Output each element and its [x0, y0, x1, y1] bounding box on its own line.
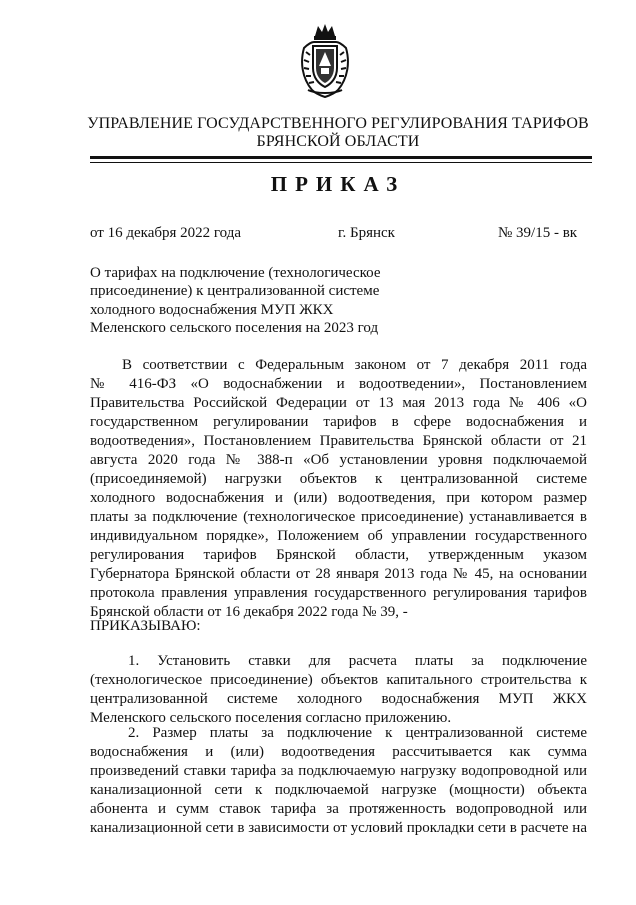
paragraph-line: платы за подключение (технологическое присоединение) устанавливается в: [90, 509, 587, 525]
header-divider-thick: [90, 156, 592, 159]
order-item-1: [90, 652, 587, 728]
paragraph-line: Правительства Российской Федерации от 13 мая 2013 года № 406 «О: [90, 395, 587, 411]
paragraph-line: регулирования тарифов Брянской области, утвержденным указом: [90, 547, 587, 563]
paragraph-line: водоснабжения и (или) водоотведения рассчитывается как сумма: [90, 744, 587, 760]
order-heading: ПРИКАЗЫВАЮ:: [90, 618, 201, 634]
paragraph-line: 1. Установить ставки для расчета платы за подключение: [128, 653, 587, 669]
document-title: ПРИКАЗ: [270, 172, 406, 196]
paragraph-line: государственном регулировании тарифов в сфере водоснабжения и: [90, 414, 587, 430]
paragraph-line: произведений ставки тарифа за подключаемую нагрузку водопроводной или: [90, 763, 587, 779]
paragraph-line: № 416-ФЗ «О водоснабжении и водоотведении», Постановлением: [90, 376, 587, 392]
order-date: от 16 декабря 2022 года: [90, 225, 242, 241]
paragraph-line: Брянской области от 16 декабря 2022 года № 39, -: [90, 604, 408, 620]
order-number: № 39/15 - вк: [498, 225, 578, 241]
coat-of-arms-icon: [298, 22, 352, 98]
paragraph-line: (технологическое присоединение) объектов капитального строительства к: [90, 672, 587, 688]
paragraph-line: 2. Размер платы за подключение к централизованной системе: [128, 725, 587, 741]
paragraph-line: индивидуальном порядке», Положением об управлении государственного: [90, 528, 587, 544]
preamble-paragraph: [90, 356, 587, 622]
paragraph-line: холодного водоснабжения и (или) водоотведения, при котором размер: [90, 490, 587, 506]
subject-line: О тарифах на подключение (технологическое: [90, 265, 381, 281]
subject-line: холодного водоснабжения МУП ЖКХ: [90, 301, 334, 318]
paragraph-line: августа 2020 года № 388-п «Об установлении уровня подключаемой: [90, 452, 587, 468]
order-subject: [90, 264, 380, 338]
paragraph-line: абонента и сумм ставок тарифа за протяженность водопроводной или: [90, 801, 587, 817]
agency-name-line1: УПРАВЛЕНИЕ ГОСУДАРСТВЕННОГО РЕГУЛИРОВАНИЯ ТАРИФОВ: [87, 115, 589, 132]
order-city: г. Брянск: [338, 225, 395, 241]
paragraph-line: Губернатора Брянской области от 28 января 2013 года № 45, на основании: [90, 566, 587, 582]
paragraph-line: Меленского сельского поселения согласно приложению.: [90, 710, 452, 726]
paragraph-line: централизованной системе холодного водоснабжения МУП ЖКХ: [90, 691, 587, 707]
subject-line: присоединение) к централизованной системе: [90, 283, 380, 300]
header-divider-thin: [90, 162, 592, 163]
subject-line: Меленского сельского поселения на 2023 год: [90, 320, 379, 337]
agency-name-line2: БРЯНСКОЙ ОБЛАСТИ: [256, 133, 420, 150]
paragraph-line: водоотведения», Постановлением Правительства Брянской области от 21: [90, 433, 587, 449]
paragraph-line: канализационной сети к подключаемой нагрузке (мощности) объекта: [90, 782, 587, 798]
paragraph-line: В соответствии с Федеральным законом от 7 декабря 2011 года: [122, 357, 587, 373]
paragraph-line: протокола правления управления государственного регулирования тарифов: [90, 585, 587, 601]
paragraph-line: канализационной сети в зависимости от условий прокладки сети в расчете на: [90, 820, 587, 836]
order-item-2: [90, 724, 587, 838]
paragraph-line: (присоединяемой) нагрузки объектов к централизованной системе: [90, 471, 587, 487]
